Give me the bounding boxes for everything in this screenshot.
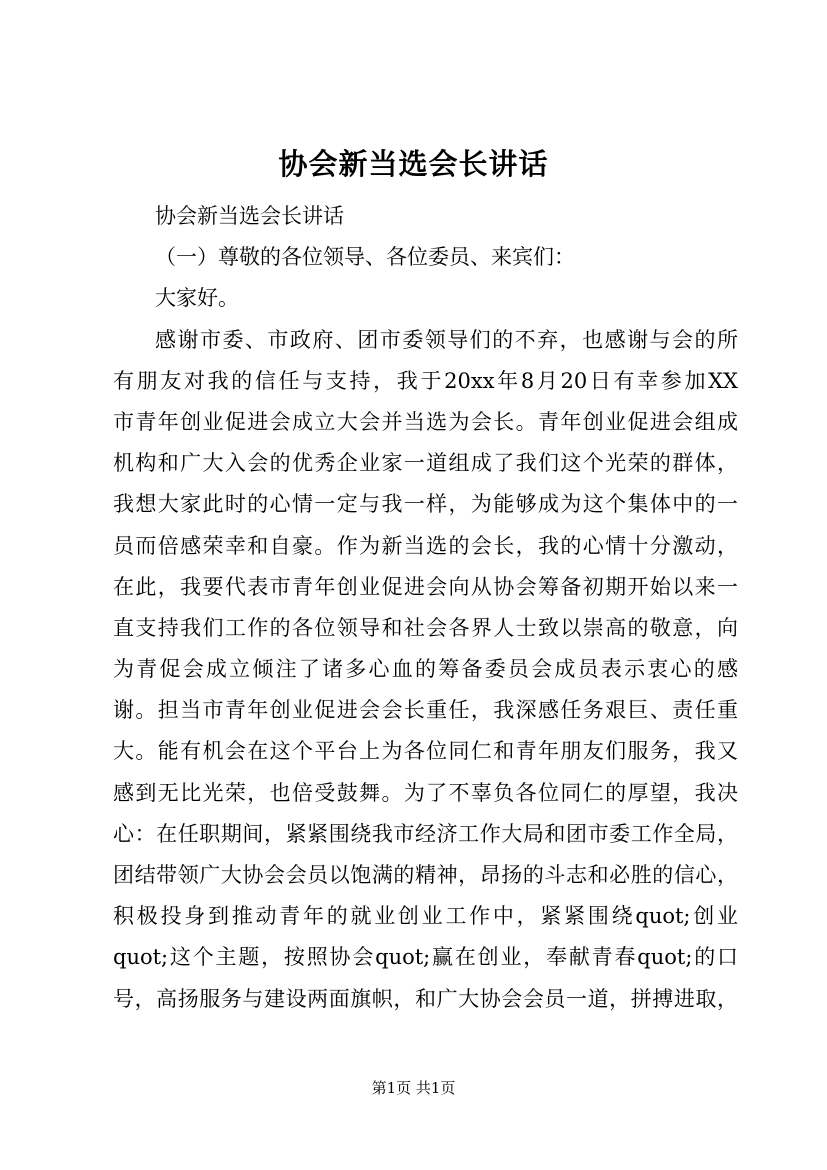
body-line: 为青促会成立倾注了诸多心血的筹备委员会成员表示衷心的感 [113,657,738,682]
body-line: 市青年创业促进会成立大会并当选为会长。青年创业促进会组成 [113,409,738,434]
body-line: （一）尊敬的各位领导、各位委员、来宾们： [155,245,575,270]
body-line: 大。能有机会在这个平台上为各位同仁和青年朋友们服务，我又 [113,739,738,764]
body-line: 团结带领广大协会会员以饱满的精神，昂扬的斗志和必胜的信心， [113,863,738,887]
body-line: 谢。担当市青年创业促进会会长重任，我深感任务艰巨、责任重 [113,698,738,723]
page-footer: 第1页 共1页 [371,1079,456,1097]
body-line: 机构和广大入会的优秀企业家一道组成了我们这个光荣的群体， [113,451,738,476]
page-title: 协会新当选会长讲话 [278,147,549,181]
body-line: 积极投身到推动青年的就业创业工作中，紧紧围绕quot;创业 [113,904,738,929]
body-line: 大家好。 [155,286,239,311]
body-line: 直支持我们工作的各位领导和社会各界人士致以崇高的敬意，向 [113,615,738,640]
body-line: quot;这个主题，按照协会quot;赢在创业，奉献青春quot;的口 [113,945,738,970]
body-line: 感到无比光荣，也倍受鼓舞。为了不辜负各位同仁的厚望，我决 [113,780,738,805]
body-line: 有朋友对我的信任与支持，我于20xx年8月20日有幸参加XX [113,368,738,393]
body-text [113,196,738,1020]
body-line: 协会新当选会长讲话 [155,204,344,228]
body-line: 号，高扬服务与建设两面旗帜，和广大协会会员一道，拼搏进取， [113,986,738,1011]
body-line: 心：在任职期间，紧紧围绕我市经济工作大局和团市委工作全局， [113,821,738,846]
body-line: 在此，我要代表市青年创业促进会向从协会筹备初期开始以来一 [113,574,738,599]
body-line: 感谢市委、市政府、团市委领导们的不弃，也感谢与会的所 [155,327,738,352]
body-line: 我想大家此时的心情一定与我一样，为能够成为这个集体中的一 [113,492,738,517]
body-line: 员而倍感荣幸和自豪。作为新当选的会长，我的心情十分激动， [113,533,738,558]
